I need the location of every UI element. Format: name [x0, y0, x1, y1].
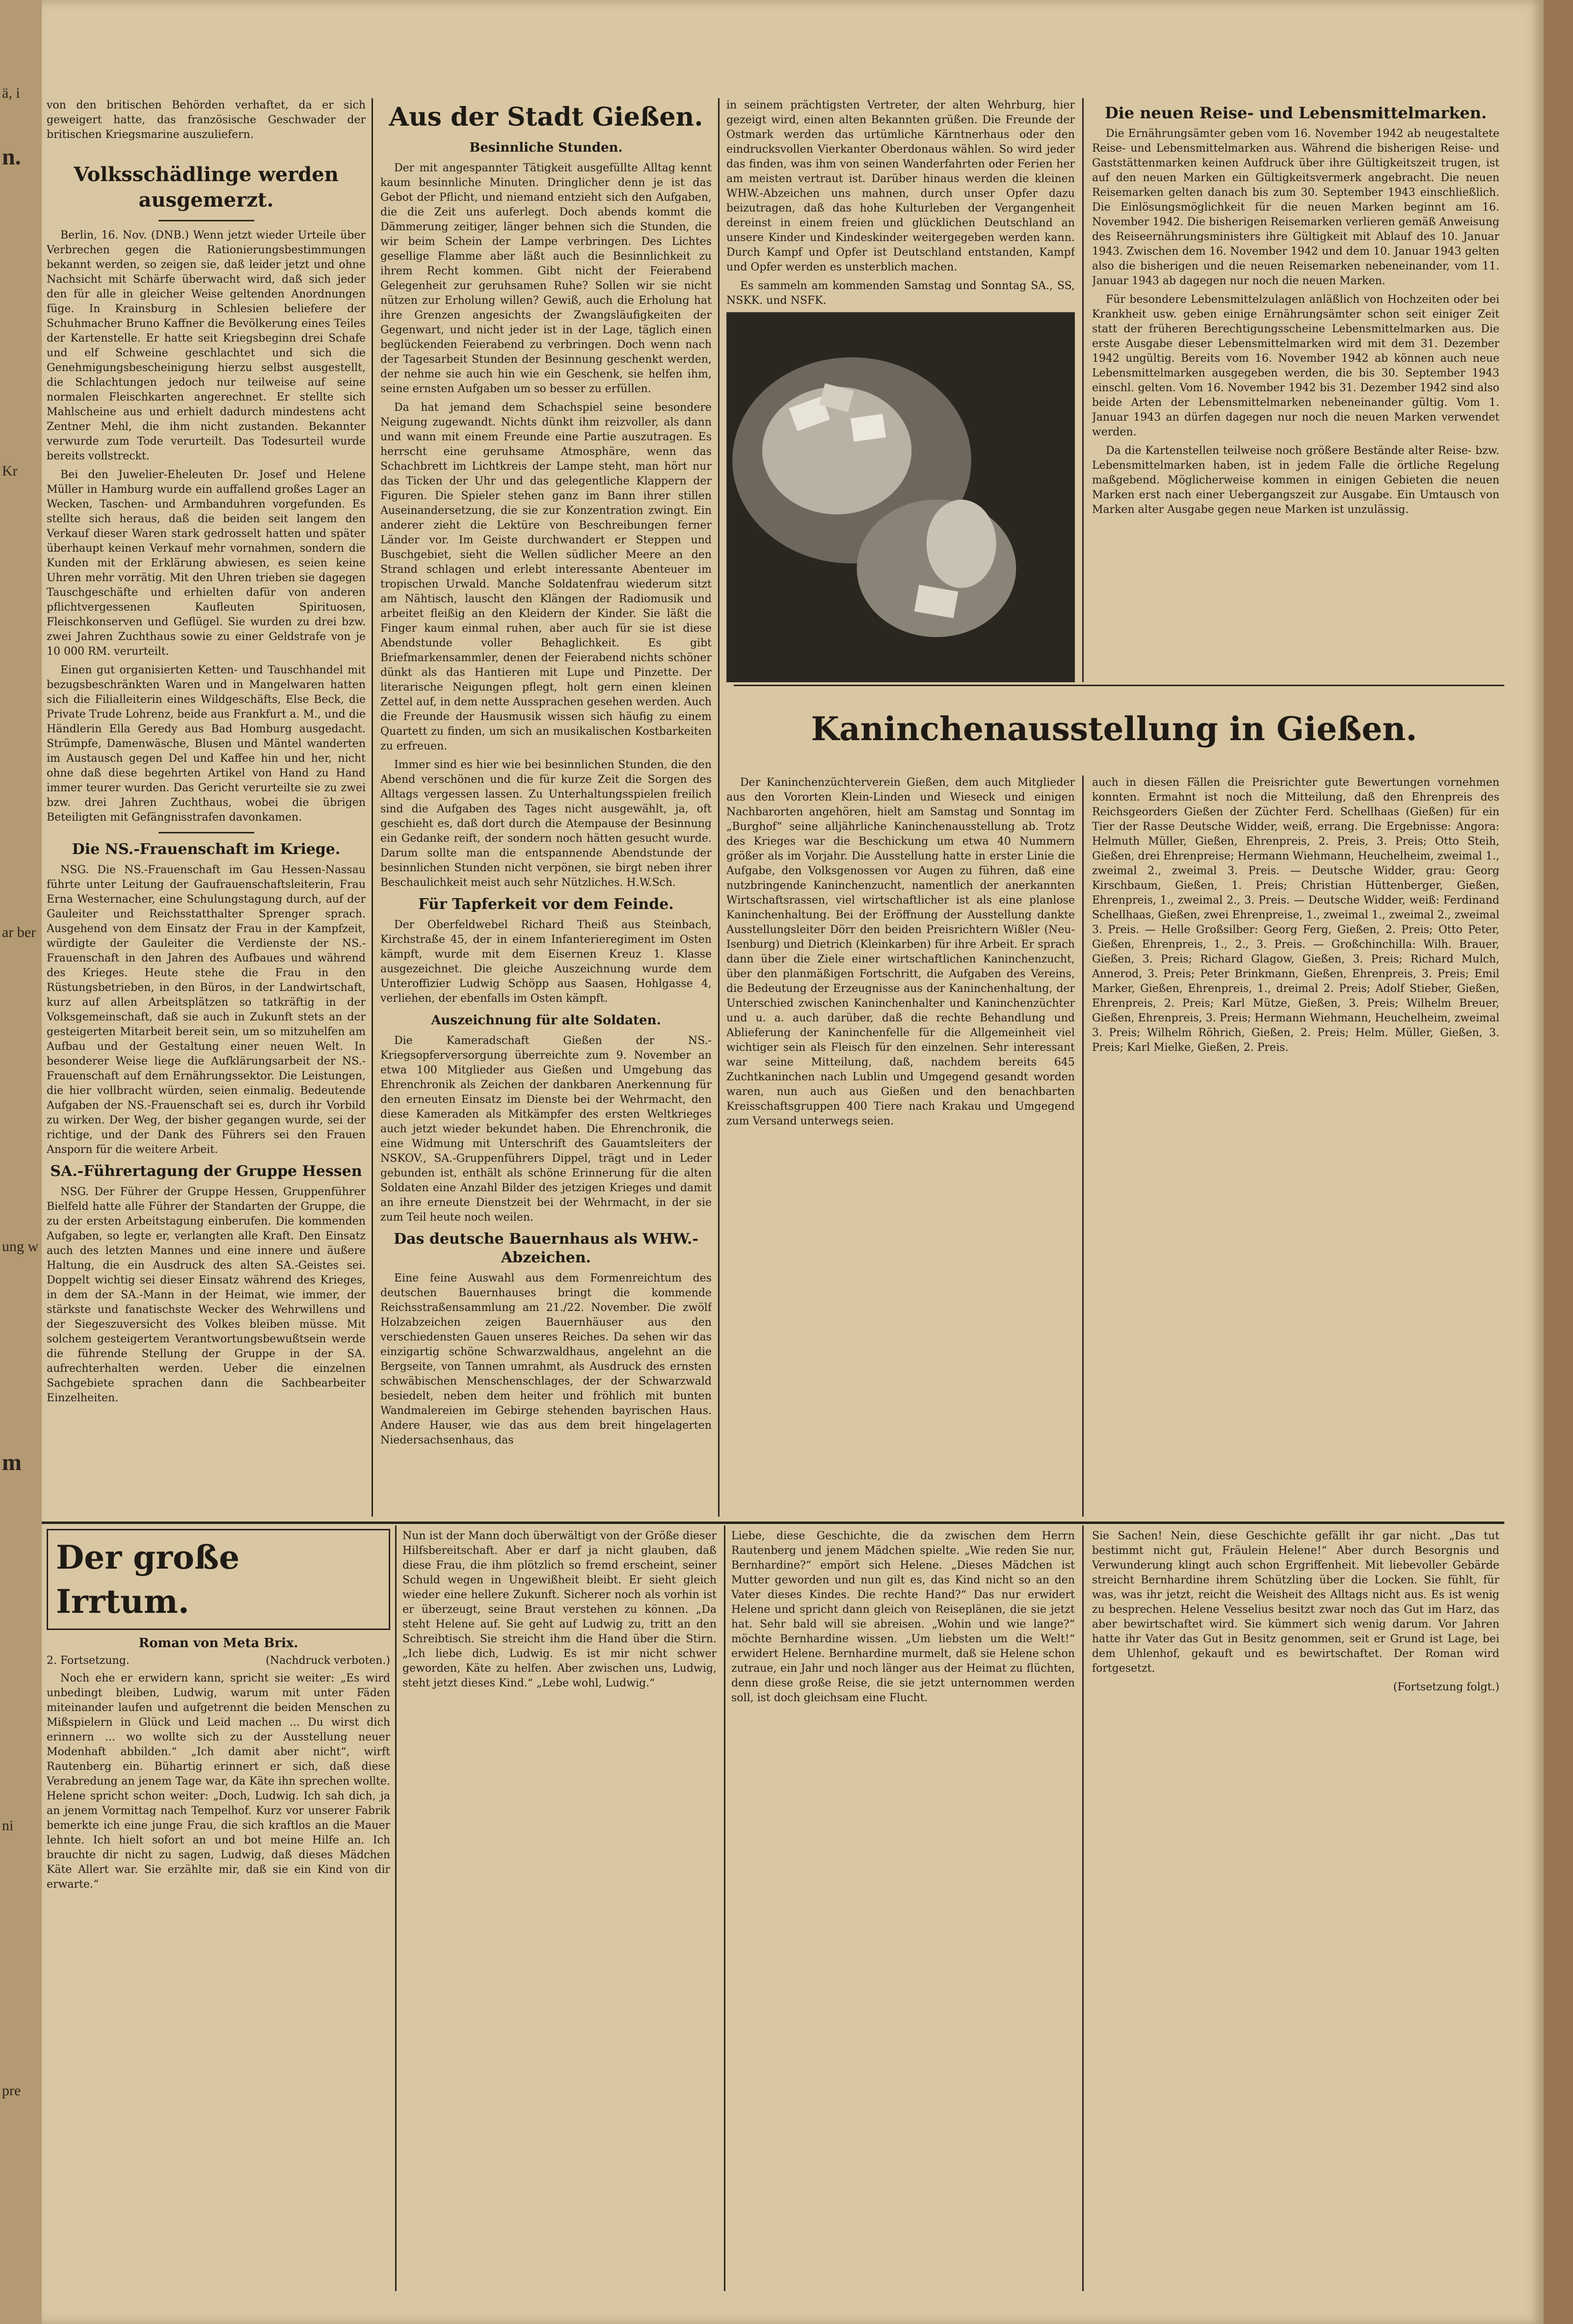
adjacent-page-edge — [0, 0, 43, 2324]
column-rule — [395, 1525, 397, 2291]
article-paragraph: in seinem prächtigsten Vertreter, der alten Wehrburg, hier gezeigt wird, einen alten Bekannten grüßen. Die Freunde der Ostmark werden das urtümliche Kärntnerhaus oder den eindrucksvollen Vierkanter Oberdonaus wählen. So wird jeder das finden, was ihm von seinen Wanderfahrten oder Ferien her am meisten vertraut ist. Darüber hinaus werden die kleinen WHW.-Abzeichen uns mahnen, durch unser Opfer dazu beizutragen, daß das hohe Kulturleben der Vergangenheit dereinst in einem freien und glücklichen Deutschland an unsere Kinder und Kindeskinder weitergegeben werden kann. Durch Kampf und Opfer ist Deutschland entstanden, Kampf und Opfer werden es unsterblich machen. — [726, 99, 1075, 273]
article-paragraph: Der mit angespannter Tätigkeit ausgefüllte Alltag kennt kaum besinnliche Minuten. Dringlicher denn je ist das Gebot der Pflicht, und niemand entzieht sich den Aufgaben, die die Zeit uns auferlegt. Doch abends kommt die Dämmerung zeitiger, länger behnen sich die Stunden, die wir beim Schein der Lampe verbringen. Des Lichtes gesellige Flamme aber läßt auch die Besinnlichkeit zu ihrem Recht kommen. Gibt nicht der Feierabend Gelegenheit zur geruhsamen Ruhe? Sollen wir sie nicht nützen zur Erholung willen? Gewiß, auch die Erholung hat ihre Grenzen angesichts der Zwangsläufigkeiten der Gegenwart, und nicht jeder ist in der Lage, täglich einen beglückenden Feierabend zu verbringen. Doch wenn nach der Tagesarbeit Stunden der Besinnung geschenkt werden, der nehme sie auch hin wie ein Geschenk, sie helfen ihm, seine ernsten Aufgaben um so besser zu erfüllen. — [380, 162, 712, 395]
binding-fragment: ä, i — [2, 85, 20, 101]
column-rule — [372, 98, 373, 1517]
article-paragraph: Für besondere Lebensmittelzulagen anläßlich von Hochzeiten oder bei Krankheit usw. geben einige Ernährungsämter schon seit einiger Zeit statt der früheren Berechtigungsscheine Lebensmittelmarken aus. Die erste Ausgabe dieser Lebensmittelmarken wird mit dem 31. Dezember 1942 ungültig. Bereits vom 16. November 1942 ab können auch neue Lebensmittelmarken ausgegeben werden, die bis 30. September 1943 einschl. gelten. Vom 16. November 1942 bis 31. Dezember 1942 sind also beide Arten der Lebensmittelmarken nebeneinander gültig. Vom 1. Januar 1943 an dürfen dagegen nur noch die neuen Marken verwendet werden. — [1092, 294, 1499, 438]
serial-column-3 — [731, 1529, 1075, 2295]
column-rule — [718, 98, 720, 1517]
article-paragraph: auch in diesen Fällen die Preisrichter gute Bewertungen vornehmen konnten. Ermahnt ist noch die Mitteilung, daß den Ehrenpreis des Reichsgeorders Gießen der Züchter Ferd. Schellhaas (Gießen) für ein Tier der Rasse Deutsche Widder, weiß, errang. Die Ergebnisse: Angora: Helmuth Müller, Gießen, Ehrenpreis, 2. Preis, 3. Preis; Otto Steih, Gießen, drei Ehrenpreise; Hermann Wiehmann, Heuchelheim, zweimal 1., zweimal 2., zweimal 3. Preis. — Deutsche Widder, grau: Georg Kirschbaum, Gießen, 1. Preis; Christian Hüttenberger, Gießen, Ehrenpreis, 1., zweimal 2., 3. Preis. — Deutsche Widder, weiß: Ferdinand Schellhaas, Gießen, zwei Ehrenpreise, 1., zweimal 1., zweimal 2., zweimal 3. Preis. — Helle Großsilber: Georg Ferg, Gießen, 2. Preis; Otto Peter, Gießen, Ehrenpreis, 1., 2., 3. Preis. — Großchinchilla: Wilh. Brauer, Gießen, 3. Preis; Richard Glagow, Gießen, 3. Preis; Richard Mulch, Annerod, 3. Preis; Peter Brinkmann, Gießen, Ehrenpreis, 3. Preis; Emil Marker, Gießen, Ehrenpreis, 1., dreimal 2. Preis; Adolf Stieber, Gießen, Ehrenpreis, 2. Preis; Karl Mütze, Gießen, 3. Preis; Wilhelm Breuer, Gießen, Ehrenpreis, 3. Preis; Hermann Wiehmann, Heuchelheim, zweimal 3. Preis; Wilhelm Röhrich, Gießen, 2. Preis; Helm. Müller, Gießen, 3. Preis; Karl Mielke, Gießen, 2. Preis. — [1092, 776, 1499, 1054]
kaninchen-right-column — [1092, 775, 1499, 1517]
article-paragraph: NSG. Die NS.-Frauenschaft im Gau Hessen-Nassau führte unter Leitung der Gaufrauenschaftsleiterin, Frau Erna Westernacher, eine Schulungstagung durch, auf der Gauleiter und Reichsstatthalter Sprenger sprach. Ausgehend von dem Einsatz der Frau in der Kampfzeit, würdigte der Gauleiter die Verdienste der NS.-Frauenschaft in den Jahren des Aufbaues und während des Krieges. Heute stehe die Frau in den Rüstungsbetrieben, in den Büros, in der Landwirtschaft, kurz auf allen Arbeitsplätzen so tatkräftig in der Volksgemeinschaft, daß sie auch in Zukunft stets an der gesteigerten Mitarbeit bereit sein, um so mitzuhelfen am Aufbau und der Gestaltung einer neuen Welt. In besonderer Weise liege die Aufklärungsarbeit der NS.-Frauenschaft auf dem Ernährungssektor. Die Leistungen, die hier vollbracht würden, seien einmalig. Bedeutende Aufgaben der NS.-Frauenschaft sei es, durch ihr Vorbild zu wirken. Der Weg, der bisher gegangen wurde, sei der richtige, und der Dank des Führers sei den Frauen Ansporn für die weitere Arbeit. — [47, 864, 366, 1156]
feuilleton-rule — [42, 1522, 1504, 1524]
headline-tapferkeit: Für Tapferkeit vor dem Feinde. — [418, 896, 674, 913]
headline-besinnliche-stunden: Besinnliche Stunden. — [469, 140, 623, 155]
headline-stadt-giessen: Aus der Stadt Gießen. — [389, 102, 703, 132]
headline-reise-lebensmittelmarken: Die neuen Reise- und Lebensmittelmarken. — [1104, 104, 1487, 122]
headline-sa-fuehrertagung: SA.-Führertagung der Gruppe Hessen — [50, 1163, 362, 1180]
binding-fragment: n. — [2, 144, 21, 170]
binding-fragment: Kr — [2, 463, 18, 479]
column-right — [1092, 98, 1499, 682]
serial-notice: (Nachdruck verboten.) — [266, 1655, 390, 1667]
binding-fragment: pre — [2, 2083, 21, 2099]
article-paragraph: Bei den Juwelier-Eheleuten Dr. Josef und Helene Müller in Hamburg wurde ein auffallend großes Lager an Wecken, Taschen- und Armbanduhren vorgefunden. Es stellte sich heraus, daß die beiden seit langem den Verkauf dieser Waren stark gedrosselt hatten und später überhaupt keinen Verkauf mehr vornahmen, sondern die Kunden mit der Erklärung abwiesen, es seien keine Uhren mehr vorrätig. Mit den Uhren trieben sie dagegen Tauschgeschäfte und erhielten dafür von anderen pflichtvergessenen Kaufleuten Spirituosen, Fleischkonserven und Geflügel. Sie wurden zu drei bzw. zwei Jahren Zuchthaus sowie zu einer Geldstrafe von je 10 000 RM. verurteilt. — [47, 469, 366, 658]
article-paragraph: Einen gut organisierten Ketten- und Tauschhandel mit bezugsbeschränkten Waren und in Mangelwaren hatten sich die Filialleiterin eines Wildgeschäfts, Else Beck, die Private Trude Lohrenz, beide aus Frankfurt a. M., und die Händlerin Ella Geredy aus Bad Homburg ausgedacht. Strümpfe, Damenwäsche, Blusen und Mäntel wanderten im Austausch gegen Del und Kaffee hin und her, nicht ohne daß diese begehrten Artikel von Hand zu Hand immer teurer wurden. Das Gericht verurteilte sie zu zwei bzw. drei Jahren Zuchthaus, wobei die übrigen Beteiligten mit Gefängnisstrafen davonkamen. — [47, 664, 366, 824]
article-paragraph: Da die Kartenstellen teilweise noch größere Bestände alter Reise- bzw. Lebensmittelmarken haben, ist in jedem Falle die örtliche Regelung maßgebend. Möglicherweise kommen in einigen Gebieten die neuen Marken erst nach einer Uebergangszeit zur Ausgabe. Ein Umtausch von Marken alter Ausgabe gegen neue Marken ist unzulässig. — [1092, 445, 1499, 516]
article-paragraph: Immer sind es hier wie bei besinnlichen Stunden, die den Abend verschönen und die für kurze Zeit die Sorgen des Alltags vergessen lassen. Zu Unterhaltungsspielen freilich sind die Aufgaben des Tages nicht ausgewählt, ja, oft geschieht es, daß dort durch die Atempause der Besinnung ein Gedanke reift, der sondern noch hätten gesucht wurde. Darum sollte man die entspannende Abendstunde der besinnlichen Stunden nicht verpönen, sie birgt neben ihrer Beschaulichkeit meist auch sehr Nützliches. H.W.Sch. — [380, 759, 712, 889]
divider — [159, 832, 254, 833]
binding-fragment: ni — [2, 1817, 14, 1834]
serial-paragraph: Liebe, diese Geschichte, die da zwischen dem Herrn Rautenberg und jenem Mädchen spielte. „Wie reden Sie nur, Bernhardine?“ empört sich Helene. „Dieses Mädchen ist Mutter geworden und nun gilt es, das Kind nicht so an den Vater dieses Kindes. Die rechte Hand?“ Das nur erwidert Helene und spricht dann gleich von Reiseplänen, die sie jetzt hat. Sehr bald will sie abreisen. „Wohin und wie lange?“ möchte Bernhardine wissen. „Um liebsten um die Welt!“ erwidert Helene. Bernhardine murmelt, daß sie Helene schon zutraue, ein Jahr und noch länger aus der Heimat zu flüchten, denn diese große Reise, die sie jetzt unternommen werden soll, ist doch gleichsam eine Flucht. — [731, 1530, 1075, 1704]
column-left — [47, 98, 366, 1517]
serial-paragraph: Nun ist der Mann doch überwältigt von der Größe dieser Hilfsbereitschaft. Aber er darf ja nicht glauben, daß diese Frau, die ihm plötzlich so fremd erscheint, seiner Schuld wegen in Ungewißheit bleibt. Er sieht gleich wieder eine hellere Zukunft. Sicherer noch als vorhin ist er überzeugt, seine Braut verstehen zu können. „Da steht Helene auf. Sie geht auf Ludwig zu, tritt an den Schreibtisch. Sie streicht ihm die Hand über die Stirn. „Ich liebe dich, Ludwig. Es ist mir nicht schwer geworden, Käte zu helfen. Aber zwischen uns, Ludwig, steht jetzt dieses Kind.“ „Lebe wohl, Ludwig.“ — [402, 1530, 717, 1689]
column-right-center — [726, 98, 1075, 682]
article-paragraph: Der Oberfeldwebel Richard Theiß aus Steinbach, Kirchstraße 45, der in einem Infanterieregiment im Osten kämpft, wurde mit dem Eisernen Kreuz 1. Klasse ausgezeichnet. Die gleiche Auszeichnung wurde dem Unteroffizier Ludwig Schöpp aus Saasen, Hohlgasse 4, verliehen, der ebenfalls im Osten kämpft. — [380, 919, 712, 1005]
photo-graphic — [727, 313, 1075, 682]
headline-kaninchenausstellung: Kaninchenausstellung in Gießen. — [811, 710, 1417, 748]
serial-continuation: (Fortsetzung folgt.) — [1393, 1681, 1499, 1693]
column-rule — [724, 1525, 725, 2291]
section-rule — [734, 685, 1504, 686]
serial-subtitle: Roman von Meta Brix. — [138, 1636, 298, 1651]
newspaper-page — [42, 0, 1544, 2324]
binding-fragment: ar ber — [2, 924, 36, 940]
headline-auszeichnung: Auszeichnung für alte Soldaten. — [431, 1013, 661, 1028]
serial-column-1 — [47, 1529, 390, 2295]
column-rule — [1082, 98, 1084, 682]
headline-volksschaedlinge: Volksschädlinge werden ausgemerzt. — [74, 163, 339, 212]
headline-bauernhaus: Das deutsche Bauernhaus als WHW.-Abzeichen. — [394, 1230, 698, 1266]
binding-fragment: m — [2, 1449, 22, 1475]
serial-column-4 — [1092, 1529, 1499, 2295]
article-paragraph: Da hat jemand dem Schachspiel seine besondere Neigung zugewandt. Nichts dünkt ihm reizvoller, als dann und wann mit einem Freunde eine Partie auszutragen. Es herrscht eine geruhsame Atmosphäre, wenn das Schachbrett im Lichtkreis der Lampe steht, man hört nur das Ticken der Uhr und das gelegentliche Klappern der Figuren. Die Spieler stehen ganz im Bann ihrer stillen Auseinandersetzung, die sie zur Konzentration zwingt. Ein anderer zieht die Lektüre von Beschreibungen ferner Länder vor. Im Geiste durchwandert er Steppen und Buschgebiet, sieht die Wellen südlicher Meere an den Strand schlagen und erlebt interessante Abenteuer im tropischen Urwald. Manche Soldatenfrau wiederum sitzt am Nähtisch, lauscht den Klängen der Radiomusik und arbeitet fleißig an den Kleidern der Kinder. Sie läßt die Finger kaum einmal ruhen, aber auch für sie ist diese Abendstunde voller Behaglichkeit. Es gibt Briefmarkensammler, denen der Feierabend nichts schöner dünkt als das Hantieren mit Lupe und Pinzette. Der literarische Neigungen pflegt, holt gern einen kleinen Zettel auf, in dem nette Aussprachen gesehen werden. Auch die Freunde der Hausmusik wissen sich häufig zu einem Quartett zu finden, um sich an musikalischen Kostbarkeiten zu erfreuen. — [380, 401, 712, 752]
serial-paragraph: Noch ehe er erwidern kann, spricht sie weiter: „Es wird unbedingt bleiben, Ludwig, warum mit unter Fäden miteinander laufen und aufgetrennt die beiden Menschen zu Mißspielern in Glück und Leid machen ... Du wirst dich erinnern ... wo wollte sich zu der Ausstellung neuer Modenhaft abbilden.“ „Ich damit aber nicht“, wirft Rautenberg ein. Bühartig erinnert er sich, daß diese Verabredung an jenem Tage war, da Käte ihn sprechen wollte. Helene spricht schon weiter: „Doch, Ludwig. Ich sah dich, ja an jenem Vormittag nach Tempelhof. Kurz vor unserer Fabrik bemerkte ich eine junge Frau, die sich kraftlos an die Mauer lehnte. Ich hielt sofort an und bot meine Hilfe an. Ich brauchte dir nicht zu sagen, Ludwig, daß dieses Mädchen Käte Allert war. Sie erzählte mir, daß sie ein Kind von dir erwarte.“ — [47, 1672, 390, 1891]
article-paragraph: NSG. Der Führer der Gruppe Hessen, Gruppenführer Bielfeld hatte alle Führer der Standarten der Gruppe, die zu der ersten Arbeitstagung einberufen. Die kommenden Aufgaben, so legte er, verlangten alle Kraft. Den Einsatz auch des letzten Mannes und eine innere und äußere Haltung, die ein Ausdruck des alten SA.-Geistes sei. Doppelt wichtig sei dieser Einsatz während des Krieges, in dem der SA.-Mann in der Heimat, wie immer, der stärkste und fanatischste Wecker des Wehrwillens und der Siegeszuversicht des Volkes bleiben müsse. Mit solchem gesteigertem Verantwortungsbewußtsein werde die führende Stellung der Gruppe in der SA. aufrechterhalten werden. Ueber die einzelnen Sachgebiete sprachen dann die Sachbearbeiter Einzelheiten. — [47, 1186, 366, 1404]
column-rule — [1082, 1525, 1084, 2291]
column-center — [380, 98, 712, 1517]
serial-title: Der große Irrtum. — [47, 1529, 390, 1630]
article-paragraph: Die Ernährungsämter geben vom 16. November 1942 ab neugestaltete Reise- und Lebensmittelmarken aus. Während die bisherigen Reise- und Gaststättenmarken keinen Aufdruck über ihre Gültigkeitszeit trugen, ist auf den neuen Marken ein Gültigkeitsvermerk angebracht. Die neuen Reisemarken gelten danach bis zum 30. September 1943 einschließlich. Die Einlösungsmöglichkeit für die neuen Marken beginnt am 16. November 1942. Die bisherigen Reisemarken verlieren gemäß Anweisung des Reiseernährungsministers ihre Gültigkeit mit Ablauf des 10. Januar 1943. Zwischen dem 16. November 1942 und dem 10. Januar 1943 gelten also die bisherigen und die neuen Reisemarken nebeneinander, vom 11. Januar 1943 ab dagegen nur noch die neuen Marken. — [1092, 128, 1499, 287]
article-paragraph: Die Kameradschaft Gießen der NS.-Kriegsopferversorgung überreichte zum 9. November an etwa 100 Mitglieder aus Gießen und Umgebung das Ehrenchronik als Zeichen der dankbaren Anerkennung für den erneuten Einsatz im Dienste bei der Wehrmacht, den diese Kameraden als Mitkämpfer des ersten Weltkrieges auch jetzt wieder bekundet haben. Die Ehrenchronik, die eine Widmung mit Unterschrift des Gauamtsleiters der NSKOV., SA.-Gruppenführers Dippel, trägt und in Leder gebunden ist, enthält als schöne Erinnerung für die alten Soldaten eine Anzahl Bilder des jetzigen Krieges und damit an ihre erneute Dienstzeit bei der Wehrmacht, in der sie zum Teil heute noch weilen. — [380, 1035, 712, 1224]
article-paragraph: Berlin, 16. Nov. (DNB.) Wenn jetzt wieder Urteile über Verbrechen gegen die Rationierungsbestimmungen bekannt werden, so zeigen sie, daß leider jetzt und ohne Nachsicht mit Schärfe überwacht wird, daß sich jeder den für alle in gleicher Weise geltenden Anordnungen füge. In Krainsburg in Schlesien beliefere der Schuhmacher Bruno Kaffner die Bevölkerung eines Teiles der Kartenstelle. Er hatte seit Kriegsbeginn drei Schafe und elf Schweine geschlachtet und sich die Genehmigungsbescheinigung hierzu selbst ausgestellt, die Schlachtungen jedoch nur teilweise auf seine normalen Fleischkarten angerechnet. Er stellte sich Mahlscheine aus und erhielt dadurch mindestens acht Zentner Mehl, die ihm nicht zustanden. Bekannter verwurde zum Tode verurteilt. Das Todesurteil wurde bereits vollstreckt. — [47, 229, 366, 462]
serial-installment: 2. Fortsetzung. — [47, 1655, 130, 1667]
photo-holzabzeichen — [726, 312, 1075, 682]
serial-column-2 — [402, 1529, 717, 2295]
serial-paragraph: Sie Sachen! Nein, diese Geschichte gefällt ihr gar nicht. „Das tut bestimmt nicht gut, Fräulein Helene!“ Aber durch Besorgnis und Verwunderung klingt auch schon Ergriffenheit. Mit liebevoller Gebärde streicht Bernhardine ihrem Schützling über die Locken. Sie fühlt, für was, was ihr jetzt, reicht die Weisheit des Alltags nicht aus. Es ist wenig zu besprechen. Helene Vesselius besitzt zwar noch das Gut im Harz, das aber bewirtschaftet wird. Sie kümmert sich wenig darum. Vor Jahren hatte ihr Vater das Gut in Besitz genommen, seit er Grund ist Lage, bei dem Uhlenhof, gekauft und es bewirtschaftet. Der Roman wird fortgesetzt. — [1092, 1530, 1499, 1675]
binding-fragment: ung w — [2, 1238, 39, 1255]
intro-paragraph: von den britischen Behörden verhaftet, da er sich geweigert hatte, das französische Geschwader der britischen Kriegsmarine auszuliefern. — [47, 99, 366, 141]
article-paragraph: Es sammeln am kommenden Samstag und Sonntag SA., SS, NSKK. und NSFK. — [726, 280, 1075, 307]
article-paragraph: Der Kaninchenzüchterverein Gießen, dem auch Mitglieder aus den Vororten Klein-Linden und Wieseck und einigen Nachbarorten angehören, hielt am Samstag und Sonntag im „Burghof“ seine alljährliche Kaninchenausstellung ab. Trotz des Krieges war die Beschickung um etwa 40 Nummern größer als im Vorjahr. Die Ausstellung hatte in erster Linie die Aufgabe, den Volksgenossen vor Augen zu führen, daß eine nutzbringende Kaninchenzucht, namentlich der anerkannten Wirtschaftsrassen, viel wirtschaftlicher ist als eine planlose Kaninchenhaltung. Bei der Eröffnung der Ausstellung dankte Ausstellungsleiter Dörr den beiden Preisrichtern Wißler (Neu-Isenburg) und Dietrich (Kleinkarben) für ihre Arbeit. Er sprach dann über die Ziele einer wirtschaftlichen Kaninchenzucht, über den planmäßigen Fortschritt, die Aufgaben des Vereins, die Bedeutung der Erzeugnisse aus der Kaninchenhaltung, der Unterschied zwischen Kaninchenhalter und Kaninchenzüchter und u. a. auch darüber, daß die rechte Behandlung und Ablieferung der Kaninchenfelle für die Allgemeinheit viel wichtiger sein als Fleisch für den einzelnen. Sehr interessant war seine Mitteilung, daß, nachdem bereits 645 Zuchtkaninchen nach Lublin und Umgegend gesandt worden waren, nun auch aus Gießen und den benachbarten Kreisschaftsgruppen 400 Tiere nach Krakau und Umgegend zum Versand unterwegs seien. — [726, 776, 1075, 1127]
headline-frauenschaft: Die NS.-Frauenschaft im Kriege. — [72, 841, 341, 858]
column-rule — [1082, 775, 1084, 1517]
page-stack-edge — [1544, 0, 1573, 2324]
serial-meta — [47, 1654, 390, 1668]
divider — [159, 220, 254, 221]
kaninchen-left-column — [726, 775, 1075, 1517]
article-paragraph: Eine feine Auswahl aus dem Formenreichtum des deutschen Bauernhauses bringt die kommende Reichsstraßensammlung am 21./22. November. Die zwölf Holzabzeichen zeigen Bauernhäuser aus den verschiedensten Gauen unseres Reiches. Da sehen wir das einzigartig schöne Schwarzwaldhaus, angelehnt an die Bergseite, von Tannen umrahmt, als Ausdruck des ernsten schwäbischen Menschenschlages, der der Schwarzwald besiedelt, neben dem heiter und fröhlich mit bunten Wandmalereien im Gebirge stehenden bayrischen Haus. Andere Hauser, wie das aus dem breit hingelagerten Niedersachsenhaus, das — [380, 1272, 712, 1446]
